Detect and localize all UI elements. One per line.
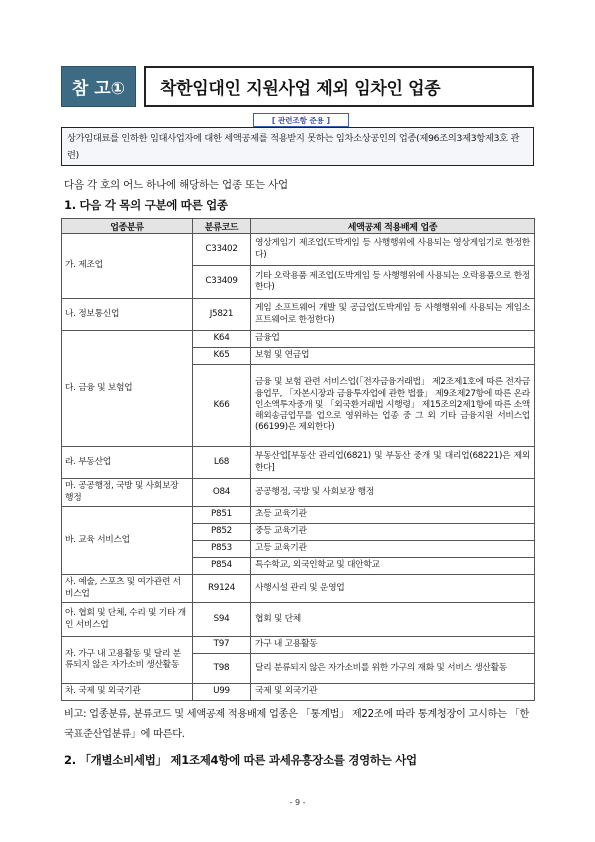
code-cell: O84 (193, 479, 251, 507)
desc-cell: 기타 오락용품 제조업(도박게임 등 사행행위에 사용되는 오락용품으로 한정한다) (251, 266, 535, 299)
code-cell: C33409 (193, 266, 251, 299)
table-header-row (62, 219, 535, 234)
reference-tag: 참 고① (61, 66, 136, 107)
category-cell: 다. 금융 및 보험업 (62, 331, 193, 447)
desc-cell: 협회 및 단체 (251, 603, 535, 637)
page-number: - 9 - (289, 798, 306, 807)
related-provisions-text: 상가임대료를 인하한 임대사업자에 대한 세액공제를 적용받지 못하는 임차소상공인의 업종(제96조의3제3항제3호 관련) (67, 133, 520, 161)
code-cell: P853 (193, 541, 251, 558)
section-2-heading: 2. 「개별소비세법」 제1조제4항에 따른 과세유흥장소를 경영하는 사업 (64, 753, 417, 767)
code-cell: J5821 (193, 299, 251, 331)
code-cell: S94 (193, 603, 251, 637)
category-cell: 라. 부동산업 (62, 447, 193, 479)
page-title: 착한임대인 지원사업 제외 임차인 업종 (144, 66, 534, 107)
code-cell: P852 (193, 524, 251, 541)
table-row (62, 331, 535, 348)
table-row (62, 299, 535, 331)
desc-cell: 특수학교, 외국인학교 및 대안학교 (251, 558, 535, 575)
category-cell: 가. 제조업 (62, 234, 193, 299)
category-cell: 나. 정보통신업 (62, 299, 193, 331)
code-cell: R9124 (193, 575, 251, 603)
related-provisions-box (61, 127, 534, 166)
desc-cell: 금융업 (251, 331, 535, 348)
code-cell: L68 (193, 447, 251, 479)
desc-cell: 국제 및 외국기관 (251, 684, 535, 701)
desc-cell: 금융 및 보험 관련 서비스업(「전자금융거래법」 제2조제1호에 따른 전자금융업무, 「자본시장과 금융투자업에 관한 법률」 제9조제27항에 따른 온라인소액투자중개 및 「외국환거래법 시행령」 제15조의2제1항에 따른 소액해외송금업무를 업으로 영위하는 업종 중 그 외 기타 금융지원 서비스업(66199)은 제외한다) (251, 365, 535, 447)
table-row (62, 479, 535, 507)
desc-cell: 중등 교육기관 (251, 524, 535, 541)
table-row (62, 575, 535, 603)
header-code: 분류코드 (193, 219, 251, 234)
desc-cell: 게임 소프트웨어 개발 및 공급업(도박게임 등 사행행위에 사용되는 게임소프트웨어로 한정한다) (251, 299, 535, 331)
code-cell: C33402 (193, 234, 251, 266)
code-cell: K64 (193, 331, 251, 348)
table-note: 비고: 업종분류, 분류코드 및 세액공제 적용배제 업종은 「통계법」 제22조에 따라 통계청장이 고시하는 「한국표준산업분류」에 따른다. (64, 709, 529, 740)
desc-cell: 초등 교육기관 (251, 507, 535, 524)
code-cell: T98 (193, 654, 251, 684)
code-cell: T97 (193, 637, 251, 654)
desc-cell: 가구 내 고용활동 (251, 637, 535, 654)
desc-cell: 고등 교육기관 (251, 541, 535, 558)
desc-cell: 달리 분류되지 않은 자가소비를 위한 가구의 재화 및 서비스 생산활동 (251, 654, 535, 684)
table-row (62, 447, 535, 479)
code-cell: K65 (193, 348, 251, 365)
category-cell: 마. 공공행정, 국방 및 사회보장 행정 (62, 479, 193, 507)
category-cell: 아. 협회 및 단체, 수리 및 기타 개인 서비스업 (62, 603, 193, 637)
header-industry: 업종분류 (62, 219, 193, 234)
header-excluded: 세액공제 적용배제 업종 (251, 219, 535, 234)
section-header (61, 66, 534, 107)
table-row (62, 684, 535, 701)
table-row (62, 637, 535, 654)
table-row (62, 603, 535, 637)
section-1-heading: 1. 다음 각 목의 구분에 따른 업종 (64, 198, 228, 212)
desc-cell: 영상게임기 제조업(도박게임 등 사행행위에 사용되는 영상게임기로 한정한다) (251, 234, 535, 266)
table-row (62, 507, 535, 524)
related-provisions-tag: [ 관련조항 준용 ] (253, 113, 349, 127)
table-row (62, 234, 535, 266)
desc-cell: 보험 및 연금업 (251, 348, 535, 365)
desc-cell: 사행시설 관리 및 운영업 (251, 575, 535, 603)
category-cell: 사. 예술, 스포츠 및 여가관련 서비스업 (62, 575, 193, 603)
intro-text: 다음 각 호의 어느 하나에 해당하는 업종 또는 사업 (64, 179, 288, 191)
code-cell: P851 (193, 507, 251, 524)
code-cell: P854 (193, 558, 251, 575)
category-cell: 차. 국제 및 외국기관 (62, 684, 193, 701)
code-cell: U99 (193, 684, 251, 701)
desc-cell: 공공행정, 국방 및 사회보장 행정 (251, 479, 535, 507)
category-cell: 자. 가구 내 고용활동 및 달리 분류되지 않은 자가소비 생산활동 (62, 637, 193, 684)
category-cell: 바. 교육 서비스업 (62, 507, 193, 575)
desc-cell: 부동산업[부동산 관리업(6821) 및 부동산 중개 및 대리업(68221)은 제외한다] (251, 447, 535, 479)
excluded-industries-table (61, 218, 535, 701)
code-cell: K66 (193, 365, 251, 447)
